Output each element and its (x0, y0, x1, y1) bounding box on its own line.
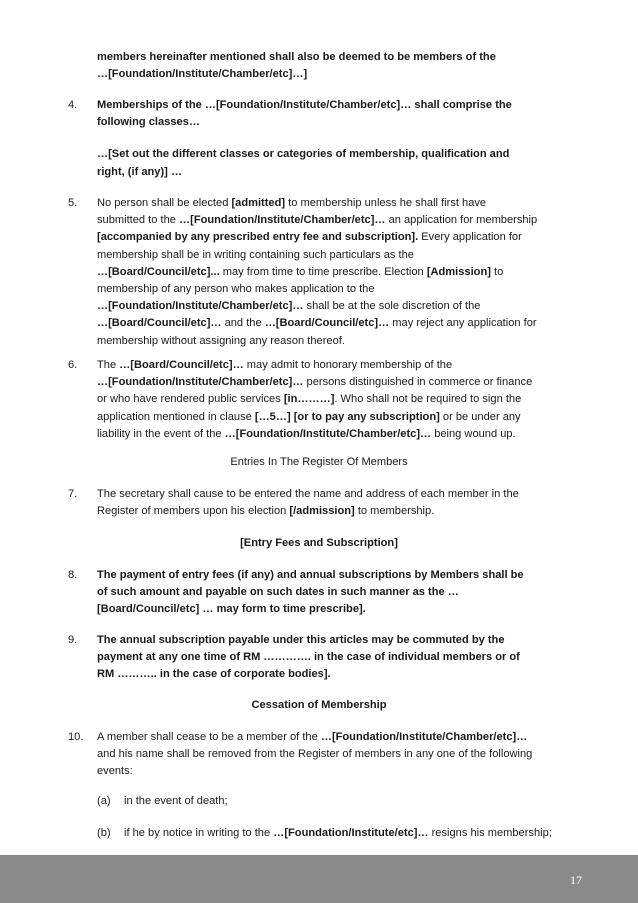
clause-line: Memberships of the …[Foundation/Institute/Chamber/etc]… shall comprise the (97, 99, 512, 111)
clause-body (97, 97, 588, 181)
clause-line: or who have rendered public services [in………]. Who shall not be required to sign the (97, 393, 522, 406)
clause-line: The annual subscription payable under this articles may be commuted by the (97, 634, 505, 646)
clause-line: payment at any one time of RM …………. in the case of individual members or of (97, 651, 520, 664)
clause-line: following classes… (97, 116, 200, 129)
clause-line: liability in the event of the …[Foundation/Institute/Chamber/etc]… being wound up. (97, 427, 516, 440)
clause-body (97, 486, 588, 520)
section-heading-fees: [Entry Fees and Subscription] (240, 537, 398, 549)
clause-line: The secretary shall cause to be entered the name and address of each member in the (97, 488, 519, 500)
clause-number: 8. (68, 569, 78, 581)
clause-line: of such amount and payable on such dates in such manner as the … (97, 586, 459, 599)
continuation-text (97, 49, 588, 83)
clause-line: A member shall cease to be a member of the …[Foundation/Institute/Chamber/etc]… (97, 731, 528, 743)
clause-line: No person shall be elected [admitted] to membership unless he shall first have (97, 197, 487, 209)
page-footer-bar (0, 855, 638, 903)
clause-number: 7. (68, 488, 78, 500)
clause-line: events: (97, 765, 133, 778)
clause-body (97, 567, 588, 619)
clause-body (97, 195, 588, 350)
clause-line: [Board/Council/etc] … may form to time prescribe]. (97, 603, 366, 616)
clause-number: 9. (68, 634, 78, 646)
clause-line: The payment of entry fees (if any) and annual subscriptions by Members shall be (97, 569, 524, 581)
clause-body (97, 632, 588, 684)
clause-line: …[Board/Council/etc]… and the …[Board/Council/etc]… may reject any application for (97, 317, 537, 330)
clause-line: The …[Board/Council/etc]… may admit to honorary membership of the (97, 359, 453, 371)
clause-body (97, 357, 588, 443)
section-heading-register: Entries In The Register Of Members (230, 456, 408, 468)
clause-line: [accompanied by any prescribed entry fee and subscription]. Every application for (97, 231, 522, 244)
clause-number: 6. (68, 359, 78, 371)
section-heading-cessation: Cessation of Membership (251, 699, 387, 711)
clause-number: 4. (68, 99, 78, 111)
clause-note-line: …[Set out the different classes or categories of membership, qualification and (97, 148, 510, 161)
clause-line: membership without assigning any reason thereof. (97, 334, 345, 347)
continuation-line: members hereinafter mentioned shall also be deemed to be members of the (97, 51, 496, 63)
clause-body (97, 729, 588, 781)
clause-line: submitted to the …[Foundation/Institute/Chamber/etc]… an application for membership (97, 214, 538, 227)
clause-line: …[Board/Council/etc]... may from time to time prescribe. Election [Admission] to (97, 265, 504, 278)
clause-line: …[Foundation/Institute/Chamber/etc]… shall be at the sole discretion of the (97, 300, 481, 313)
clause-line: Register of members upon his election [/admission] to membership. (97, 505, 435, 518)
clause-number: 10. (68, 731, 84, 743)
clause-line: application mentioned in clause […5…] [or to pay any subscription] or be under any (97, 410, 521, 423)
continuation-line: …[Foundation/Institute/Chamber/etc]…] (97, 68, 308, 81)
clause-line: …[Foundation/Institute/Chamber/etc]… persons distinguished in commerce or finance (97, 376, 533, 389)
clause-line: membership of any person who makes application to the (97, 283, 375, 296)
clause-number: 5. (68, 197, 78, 209)
sub-item-text: if he by notice in writing to the …[Foundation/Institute/etc]… resigns his membership; (124, 827, 552, 839)
sub-item-label: (a) (97, 795, 111, 807)
clause-line: and his name shall be removed from the Register of members in any one of the following (97, 748, 533, 761)
clause-note-line: right, (if any)] … (97, 165, 183, 178)
clause-line: RM ……….. in the case of corporate bodies]. (97, 668, 331, 681)
page-number: 17 (570, 873, 582, 887)
sub-item-text: in the event of death; (124, 795, 228, 807)
clause-line: membership shall be in writing containing such particulars as the (97, 248, 414, 261)
sub-item-label: (b) (97, 827, 111, 839)
